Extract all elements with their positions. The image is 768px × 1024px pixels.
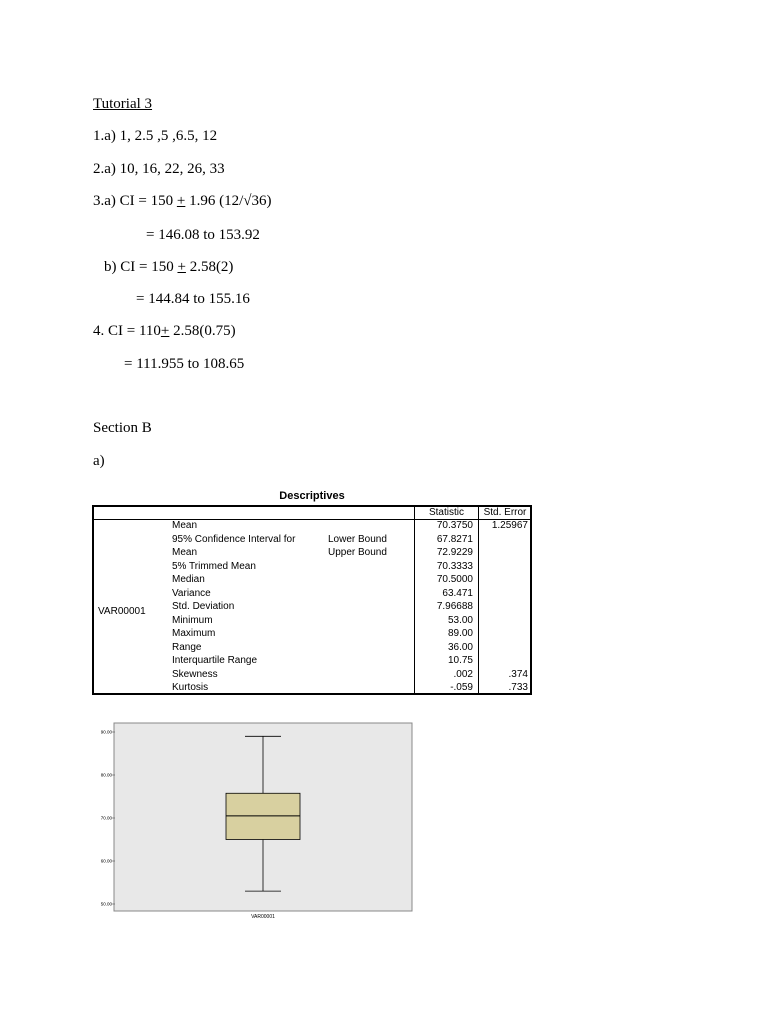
answer-4-suffix: 2.58(0.75) xyxy=(169,323,236,339)
table-divider xyxy=(478,507,479,693)
answer-3b-prefix: b) CI = 150 xyxy=(104,259,178,275)
plus-minus-symbol: + xyxy=(176,193,186,209)
answer-4-prefix: 4. CI = 110 xyxy=(93,323,161,339)
row-label: Std. Deviation xyxy=(172,601,235,612)
row-label: Minimum xyxy=(172,615,213,626)
plus-minus-symbol: + xyxy=(177,259,186,275)
row-sublabel: Lower Bound xyxy=(328,534,387,545)
iqr-box xyxy=(226,793,300,839)
boxplot-chart xyxy=(92,718,416,924)
answer-3a-prefix: 3.a) CI = 150 xyxy=(93,193,177,209)
document-title: Tutorial 3 xyxy=(93,96,153,112)
answer-3b-suffix: 2.58(2) xyxy=(185,259,234,275)
statistic-value: .002 xyxy=(453,669,473,680)
row-label: Median xyxy=(172,574,205,585)
statistic-value: 70.3333 xyxy=(436,561,473,572)
y-tick-label: 90.00 xyxy=(100,729,112,735)
answer-3b-result: = 144.84 to 155.16 xyxy=(136,291,250,307)
y-tick-label: 70.00 xyxy=(100,815,112,821)
statistic-value: -.059 xyxy=(450,682,473,693)
statistic-value: 70.3750 xyxy=(436,520,473,531)
y-tick-label: 50.00 xyxy=(100,901,112,907)
answer-1a: 1.a) 1, 2.5 ,5 ,6.5, 12 xyxy=(93,128,218,144)
section-heading: Section B xyxy=(93,420,152,436)
x-category-label: VAR00001 xyxy=(251,914,275,920)
row-label: Skewness xyxy=(172,669,218,680)
row-label: Interquartile Range xyxy=(172,655,258,666)
answer-3a-suffix: 1.96 (12/√36) xyxy=(185,193,272,209)
row-label: 5% Trimmed Mean xyxy=(172,561,256,572)
part-label: a) xyxy=(93,453,105,469)
row-label: 95% Confidence Interval for xyxy=(172,534,296,545)
statistic-value: 67.8271 xyxy=(436,534,473,545)
statistic-value: 70.5000 xyxy=(436,574,473,585)
column-header-std-error: Std. Error xyxy=(483,507,527,518)
answer-2a: 2.a) 10, 16, 22, 26, 33 xyxy=(93,161,225,177)
std-error-value: .733 xyxy=(508,682,528,693)
table-divider xyxy=(414,507,415,693)
row-label: Range xyxy=(172,642,202,653)
row-label: Variance xyxy=(172,588,211,599)
statistic-value: 36.00 xyxy=(447,642,473,653)
row-label: Mean xyxy=(172,547,198,558)
row-label: Mean xyxy=(172,520,198,531)
descriptives-table xyxy=(92,505,532,695)
y-tick-label: 80.00 xyxy=(100,772,112,778)
descriptives-title: Descriptives xyxy=(279,490,345,502)
variable-name: VAR00001 xyxy=(98,606,146,617)
statistic-value: 10.75 xyxy=(447,655,473,666)
statistic-value: 53.00 xyxy=(447,615,473,626)
column-header-statistic: Statistic xyxy=(428,507,464,518)
row-label: Maximum xyxy=(172,628,216,639)
answer-3a-result: = 146.08 to 153.92 xyxy=(146,227,260,243)
y-axis xyxy=(101,730,115,907)
plus-minus-symbol: + xyxy=(160,323,170,339)
answer-3b xyxy=(104,258,233,276)
statistic-value: 7.96688 xyxy=(436,601,473,612)
statistic-value: 72.9229 xyxy=(436,547,473,558)
y-tick-label: 60.00 xyxy=(100,858,112,864)
std-error-value: .374 xyxy=(508,669,528,680)
std-error-value: 1.25967 xyxy=(491,520,528,531)
row-sublabel: Upper Bound xyxy=(328,547,387,558)
row-label: Kurtosis xyxy=(172,682,209,693)
answer-4 xyxy=(93,322,236,340)
statistic-value: 63.471 xyxy=(442,588,473,599)
table-header-divider xyxy=(94,519,414,520)
answer-4-result: = 111.955 to 108.65 xyxy=(124,356,245,372)
statistic-value: 89.00 xyxy=(447,628,473,639)
answer-3a xyxy=(93,192,271,210)
